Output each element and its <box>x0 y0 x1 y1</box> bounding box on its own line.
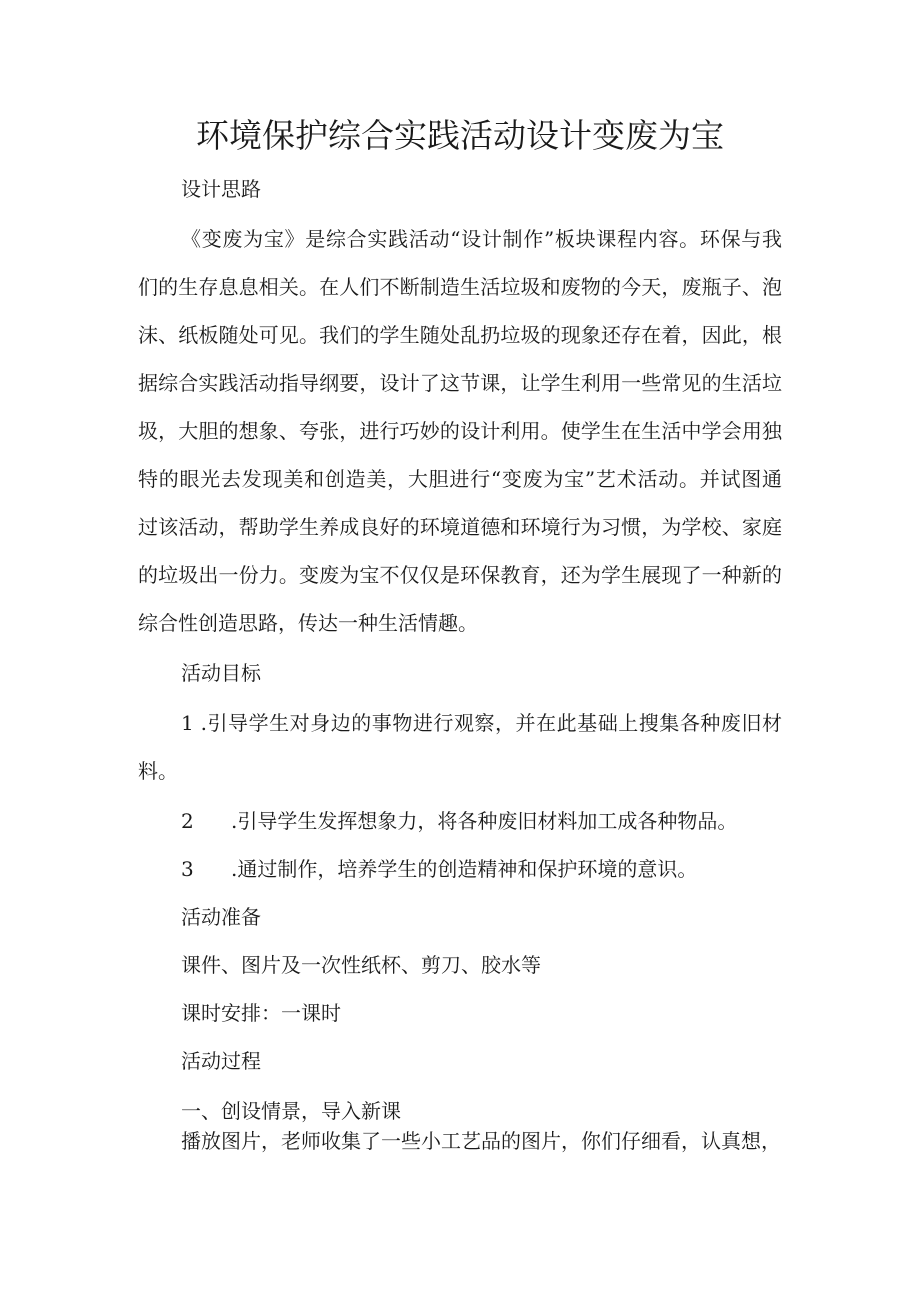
step-1-text: 播放图片，老师收集了一些小工艺品的图片，你们仔细看，认真想， <box>181 1129 781 1153</box>
schedule-text: 课时安排：一课时 <box>181 1001 341 1025</box>
goal-3-text: .通过制作，培养学生的创造精神和保护环境的意识。 <box>231 857 698 881</box>
design-paragraph-line: 特的眼光去发现美和创造美，大胆进行“变废为宝”艺术活动。并试图通 <box>138 467 782 491</box>
design-paragraph-line: 沫、纸板随处可见。我们的学生随处乱扔垃圾的现象还存在着，因此，根 <box>138 323 782 347</box>
document-title: 环境保护综合实践活动设计变废为宝 <box>196 116 724 155</box>
design-heading: 设计思路 <box>181 177 261 201</box>
goal-1-line: 料。 <box>138 759 178 783</box>
goals-heading: 活动目标 <box>181 661 261 685</box>
step-1-heading: 一、创设情景，导入新课 <box>181 1099 401 1123</box>
goal-1-line: 1 .引导学生对身边的事物进行观察，并在此基础上搜集各种废旧材 <box>181 711 782 735</box>
goal-3 <box>181 854 697 884</box>
design-paragraph-line: 圾，大胆的想象、夸张，进行巧妙的设计利用。使学生在生活中学会用独 <box>138 419 782 443</box>
goal-2-number: 2 <box>181 809 194 833</box>
design-paragraph-line: 的垃圾出一份力。变废为宝不仅仅是环保教育，还为学生展现了一种新的 <box>138 563 782 587</box>
design-paragraph-line: 综合性创造思路，传达一种生活情趣。 <box>138 611 478 635</box>
goal-2-text: .引导学生发挥想象力，将各种废旧材料加工成各种物品。 <box>231 809 738 833</box>
goal-3-number: 3 <box>181 857 194 881</box>
design-paragraph-line: 据综合实践活动指导纲要，设计了这节课，让学生利用一些常见的生活垃 <box>138 371 782 395</box>
design-paragraph-line: 们的生存息息相关。在人们不断制造生活垃圾和废物的今天，废瓶子、泡 <box>138 275 782 299</box>
goal-2 <box>181 806 737 836</box>
process-heading: 活动过程 <box>181 1049 261 1073</box>
design-paragraph-line: 过该活动，帮助学生养成良好的环境道德和环境行为习惯，为学校、家庭 <box>138 515 782 539</box>
design-paragraph-line: 《变废为宝》是综合实践活动“设计制作”板块课程内容。环保与我 <box>181 227 782 251</box>
prep-text: 课件、图片及一次性纸杯、剪刀、胶水等 <box>181 953 541 977</box>
prep-heading: 活动准备 <box>181 905 261 929</box>
